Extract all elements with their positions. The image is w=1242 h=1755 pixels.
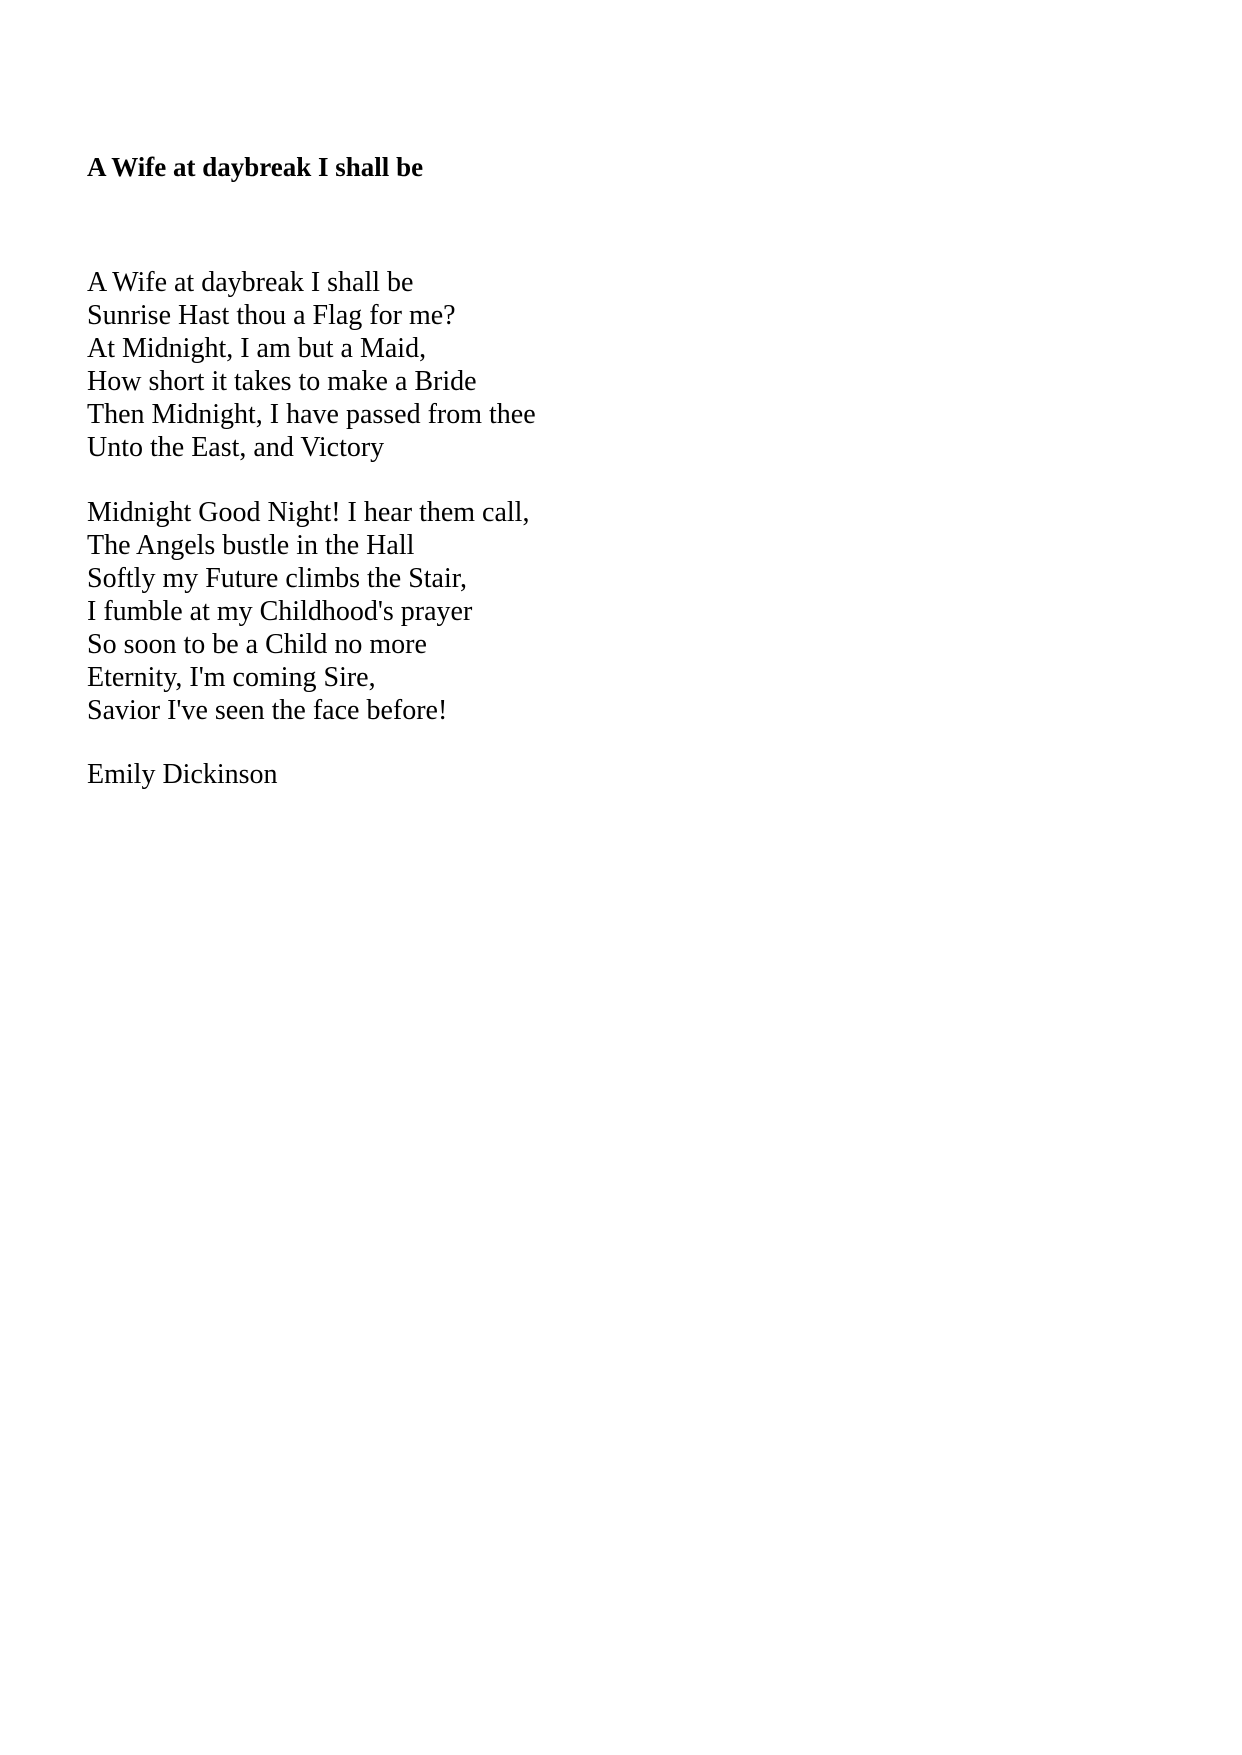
poem-line: Savior I've seen the face before! (87, 695, 448, 726)
poem-line: I fumble at my Childhood's prayer (87, 596, 473, 627)
poem-line: Then Midnight, I have passed from thee (87, 399, 536, 430)
stanza-1 (87, 266, 536, 464)
poem-line: The Angels bustle in the Hall (87, 530, 415, 561)
poem-line: How short it takes to make a Bride (87, 366, 477, 397)
poem-line: Sunrise Hast thou a Flag for me? (87, 300, 456, 331)
poem-title: A Wife at daybreak I shall be (87, 152, 424, 182)
stanza-2 (87, 496, 529, 727)
poem-line: Unto the East, and Victory (87, 432, 385, 463)
poem-line: Softly my Future climbs the Stair, (87, 563, 467, 594)
poem-line: A Wife at daybreak I shall be (87, 267, 414, 298)
poem-line: At Midnight, I am but a Maid, (87, 333, 427, 364)
poem-line: So soon to be a Child no more (87, 629, 427, 660)
author-name: Emily Dickinson (87, 759, 278, 790)
poem-line: Eternity, I'm coming Sire, (87, 662, 376, 693)
poem-line: Midnight Good Night! I hear them call, (87, 497, 530, 528)
